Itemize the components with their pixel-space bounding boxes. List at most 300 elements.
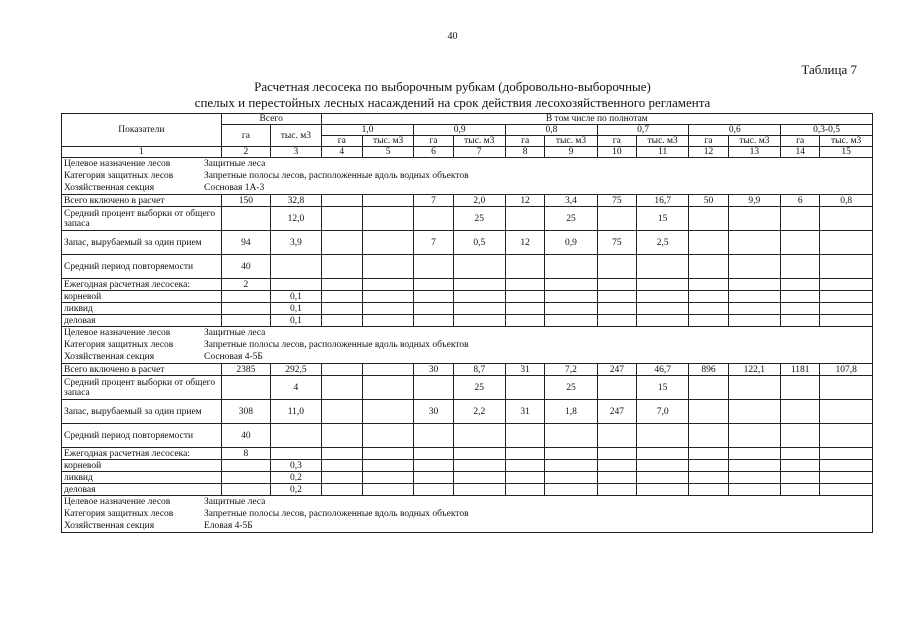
table-cell	[820, 460, 873, 472]
table-cell	[321, 279, 362, 291]
header-m3: тыс. м3	[636, 136, 689, 147]
info-line	[64, 170, 870, 182]
table-cell	[689, 279, 728, 291]
table-cell: 122,1	[728, 364, 781, 376]
table-cell	[728, 315, 781, 327]
info-value: Защитные леса	[204, 159, 266, 169]
header-density: 0,8	[506, 125, 598, 136]
table-cell	[321, 424, 362, 448]
table-cell	[597, 303, 636, 315]
table-cell	[414, 255, 453, 279]
table-cell	[414, 291, 453, 303]
table-cell	[636, 279, 689, 291]
column-number: 15	[820, 147, 873, 158]
table-cell	[506, 424, 545, 448]
table-cell	[689, 207, 728, 231]
table-cell	[689, 448, 728, 460]
table-cell	[271, 255, 322, 279]
table-label: Таблица 7	[801, 62, 857, 77]
table-cell: 12	[506, 195, 545, 207]
table-cell	[545, 303, 598, 315]
info-value: Сосновая 1А-3	[204, 183, 265, 193]
table-cell	[781, 291, 820, 303]
table-row	[62, 207, 873, 231]
row-label: Средний процент выборки от общего запаса	[62, 376, 222, 400]
table-cell	[820, 376, 873, 400]
table-cell	[453, 315, 506, 327]
info-value: Запретные полосы лесов, расположенные вдоль водных объектов	[204, 171, 469, 181]
table-cell: 0,1	[271, 291, 322, 303]
table-cell	[728, 400, 781, 424]
table-cell: 0,3	[271, 460, 322, 472]
table-cell: 2	[221, 279, 270, 291]
row-label: деловая	[62, 484, 222, 496]
info-value: Защитные леса	[204, 497, 266, 507]
header-indicators: Показатели	[62, 114, 222, 147]
table-cell: 7	[414, 195, 453, 207]
table-cell	[362, 424, 414, 448]
table-cell	[362, 448, 414, 460]
table-row	[62, 364, 873, 376]
header-ga: га	[689, 136, 728, 147]
table-cell: 107,8	[820, 364, 873, 376]
section-info-row	[62, 327, 873, 364]
header-density: 0,6	[689, 125, 781, 136]
table-cell: 0,1	[271, 303, 322, 315]
table-cell	[414, 279, 453, 291]
header-density: 0,3-0,5	[781, 125, 873, 136]
table-row	[62, 460, 873, 472]
table-cell	[506, 279, 545, 291]
info-value: Запретные полосы лесов, расположенные вдоль водных объектов	[204, 509, 469, 519]
table-cell	[221, 376, 270, 400]
table-cell	[271, 448, 322, 460]
table-cell: 25	[453, 207, 506, 231]
table-cell	[362, 207, 414, 231]
table-row	[62, 255, 873, 279]
table-cell: 3,4	[545, 195, 598, 207]
table-cell	[321, 364, 362, 376]
table-cell	[781, 484, 820, 496]
table-cell	[414, 448, 453, 460]
table-cell	[321, 460, 362, 472]
info-key: Целевое назначение лесов	[64, 328, 171, 338]
table-cell: 32,8	[271, 195, 322, 207]
table-cell	[689, 376, 728, 400]
table-cell	[545, 448, 598, 460]
row-label: ликвид	[62, 303, 222, 315]
column-number: 5	[362, 147, 414, 158]
table-cell: 0,2	[271, 484, 322, 496]
table-cell	[728, 279, 781, 291]
column-number: 6	[414, 147, 453, 158]
table-cell	[506, 303, 545, 315]
table-cell	[414, 303, 453, 315]
info-key: Хозяйственная секция	[64, 183, 155, 193]
table-row	[62, 448, 873, 460]
table-cell: 40	[221, 255, 270, 279]
table-cell	[545, 484, 598, 496]
table-cell: 2,5	[636, 231, 689, 255]
column-number: 10	[597, 147, 636, 158]
table-row	[62, 424, 873, 448]
table-cell	[781, 460, 820, 472]
table-cell	[221, 315, 270, 327]
row-label: Ежегодная расчетная лесосека:	[62, 279, 222, 291]
info-key: Категория защитных лесов	[64, 340, 174, 350]
table-cell	[545, 279, 598, 291]
info-line	[64, 339, 870, 351]
table-cell	[820, 448, 873, 460]
table-cell	[414, 424, 453, 448]
table-cell	[636, 460, 689, 472]
table-cell	[506, 460, 545, 472]
table-body	[62, 158, 873, 533]
table-cell: 30	[414, 364, 453, 376]
table-cell	[728, 291, 781, 303]
table-cell	[321, 400, 362, 424]
info-key: Категория защитных лесов	[64, 509, 174, 519]
table-cell	[321, 255, 362, 279]
column-number: 14	[781, 147, 820, 158]
row-label: Всего включено в расчет	[62, 195, 222, 207]
table-cell	[414, 472, 453, 484]
table-cell	[781, 376, 820, 400]
info-value: Защитные леса	[204, 328, 266, 338]
table-cell	[362, 460, 414, 472]
table-cell	[221, 207, 270, 231]
column-number: 4	[321, 147, 362, 158]
row-label: деловая	[62, 315, 222, 327]
table-cell	[362, 364, 414, 376]
header-m3: тыс. м3	[820, 136, 873, 147]
table-cell	[453, 424, 506, 448]
header-m3: тыс. м3	[453, 136, 506, 147]
table-cell	[545, 472, 598, 484]
row-label: корневой	[62, 291, 222, 303]
table-cell: 896	[689, 364, 728, 376]
table-cell	[820, 400, 873, 424]
info-value: Еловая 4-5Б	[204, 521, 253, 531]
table-cell	[221, 291, 270, 303]
table-cell: 0,5	[453, 231, 506, 255]
table-cell	[636, 424, 689, 448]
column-number: 1	[62, 147, 222, 158]
info-line	[64, 327, 870, 339]
table-cell	[362, 195, 414, 207]
header-density: 0,7	[597, 125, 689, 136]
table-row	[62, 315, 873, 327]
column-number: 12	[689, 147, 728, 158]
table-cell: 0,9	[545, 231, 598, 255]
table-cell	[414, 460, 453, 472]
info-line	[64, 496, 870, 508]
header-total: Всего	[221, 114, 321, 125]
header-ga: га	[506, 136, 545, 147]
table-title-line-2: спелых и перестойных лесных насаждений на срок действия лесохозяйственного регламента	[194, 95, 711, 110]
table-cell: 6	[781, 195, 820, 207]
table-row	[62, 376, 873, 400]
table-row	[62, 279, 873, 291]
page-number: 40	[447, 31, 458, 42]
table-cell: 7,0	[636, 400, 689, 424]
table-cell	[597, 484, 636, 496]
table-cell	[820, 207, 873, 231]
table-cell	[545, 315, 598, 327]
forest-cutting-table	[61, 113, 873, 533]
table-cell	[362, 376, 414, 400]
table-cell	[453, 448, 506, 460]
table-cell	[636, 472, 689, 484]
table-cell	[781, 315, 820, 327]
header-ga: га	[597, 136, 636, 147]
table-cell	[414, 315, 453, 327]
table-cell	[689, 424, 728, 448]
table-cell: 2,0	[453, 195, 506, 207]
table-cell	[689, 231, 728, 255]
table-cell	[506, 376, 545, 400]
table-cell: 292,5	[271, 364, 322, 376]
header-m3: тыс. м3	[545, 136, 598, 147]
row-label: корневой	[62, 460, 222, 472]
table-cell	[636, 484, 689, 496]
table-cell	[636, 291, 689, 303]
table-cell	[728, 231, 781, 255]
table-cell: 1181	[781, 364, 820, 376]
table-cell: 0,2	[271, 472, 322, 484]
info-value: Запретные полосы лесов, расположенные вдоль водных объектов	[204, 340, 469, 350]
table-cell	[597, 460, 636, 472]
table-cell: 50	[689, 195, 728, 207]
table-cell	[689, 255, 728, 279]
table-row	[62, 291, 873, 303]
table-cell: 8,7	[453, 364, 506, 376]
table-cell	[728, 424, 781, 448]
info-key: Целевое назначение лесов	[64, 159, 171, 169]
table-cell	[414, 207, 453, 231]
table-cell	[728, 484, 781, 496]
column-number: 2	[221, 147, 270, 158]
table-cell	[597, 255, 636, 279]
table-cell	[453, 255, 506, 279]
table-cell	[781, 231, 820, 255]
table-cell	[545, 255, 598, 279]
table-cell	[362, 400, 414, 424]
table-cell	[689, 472, 728, 484]
table-cell	[545, 460, 598, 472]
table-cell: 31	[506, 400, 545, 424]
table-cell: 75	[597, 231, 636, 255]
table-cell: 31	[506, 364, 545, 376]
table-cell	[271, 279, 322, 291]
table-cell	[820, 255, 873, 279]
table-cell	[506, 291, 545, 303]
table-cell	[820, 484, 873, 496]
info-key: Хозяйственная секция	[64, 521, 155, 531]
table-cell	[820, 315, 873, 327]
table-cell	[453, 472, 506, 484]
info-line	[64, 520, 870, 532]
table-cell	[781, 279, 820, 291]
info-key: Категория защитных лесов	[64, 171, 174, 181]
section-info-row	[62, 158, 873, 195]
table-cell	[221, 303, 270, 315]
table-cell	[636, 315, 689, 327]
header-m3: тыс. м3	[362, 136, 414, 147]
table-cell	[597, 424, 636, 448]
info-key: Целевое назначение лесов	[64, 497, 171, 507]
table-cell	[506, 472, 545, 484]
row-label: Средний период повторяемости	[62, 424, 222, 448]
table-title-line-1: Расчетная лесосека по выборочным рубкам (добровольно-выборочные)	[254, 79, 651, 94]
table-cell	[597, 448, 636, 460]
table-cell	[545, 291, 598, 303]
table-cell	[597, 279, 636, 291]
table-cell: 150	[221, 195, 270, 207]
table-cell: 25	[453, 376, 506, 400]
table-cell: 308	[221, 400, 270, 424]
table-cell	[362, 303, 414, 315]
table-cell	[506, 448, 545, 460]
table-cell: 15	[636, 207, 689, 231]
table-cell: 46,7	[636, 364, 689, 376]
table-cell	[781, 400, 820, 424]
table-row	[62, 484, 873, 496]
table-row	[62, 303, 873, 315]
table-cell	[321, 207, 362, 231]
column-number: 13	[728, 147, 781, 158]
table-cell	[362, 472, 414, 484]
table-cell	[781, 255, 820, 279]
table-cell	[321, 231, 362, 255]
table-cell	[545, 424, 598, 448]
table-cell	[362, 279, 414, 291]
table-cell	[597, 291, 636, 303]
table-cell	[221, 472, 270, 484]
table-cell	[321, 303, 362, 315]
table-cell: 2385	[221, 364, 270, 376]
table-cell	[453, 460, 506, 472]
table-cell	[414, 376, 453, 400]
table-cell	[321, 291, 362, 303]
table-cell: 2,2	[453, 400, 506, 424]
info-line	[64, 158, 870, 170]
header-ga: га	[781, 136, 820, 147]
info-line	[64, 351, 870, 363]
table-row	[62, 231, 873, 255]
table-cell	[781, 424, 820, 448]
info-line	[64, 508, 870, 520]
table-cell	[221, 460, 270, 472]
table-cell	[321, 315, 362, 327]
table-cell	[321, 376, 362, 400]
table-cell	[453, 279, 506, 291]
table-cell	[728, 303, 781, 315]
section-info	[62, 496, 873, 533]
column-number: 9	[545, 147, 598, 158]
info-key: Хозяйственная секция	[64, 352, 155, 362]
table-cell	[781, 448, 820, 460]
table-header	[62, 114, 873, 158]
table-row	[62, 472, 873, 484]
header-m3: тыс. м3	[728, 136, 781, 147]
table-cell	[321, 484, 362, 496]
table-cell	[453, 303, 506, 315]
table-cell	[781, 303, 820, 315]
row-label: Средний период повторяемости	[62, 255, 222, 279]
table-cell: 25	[545, 207, 598, 231]
column-number: 3	[271, 147, 322, 158]
table-cell: 8	[221, 448, 270, 460]
table-cell	[689, 484, 728, 496]
header-total-ga: га	[221, 125, 270, 147]
table-cell	[728, 472, 781, 484]
table-cell	[636, 303, 689, 315]
table-cell: 12,0	[271, 207, 322, 231]
header-including: В том числе по полнотам	[321, 114, 872, 125]
table-cell	[597, 207, 636, 231]
row-label: Ежегодная расчетная лесосека:	[62, 448, 222, 460]
info-line	[64, 182, 870, 194]
table-cell	[820, 291, 873, 303]
table-cell	[820, 424, 873, 448]
table-cell	[597, 472, 636, 484]
column-number: 8	[506, 147, 545, 158]
info-value: Сосновая 4-5Б	[204, 352, 263, 362]
header-density: 1,0	[321, 125, 414, 136]
table-cell	[597, 315, 636, 327]
table-cell	[362, 315, 414, 327]
table-cell	[362, 291, 414, 303]
table-cell: 0,8	[820, 195, 873, 207]
table-cell: 16,7	[636, 195, 689, 207]
table-cell	[221, 484, 270, 496]
table-cell: 0,1	[271, 315, 322, 327]
table-cell	[728, 255, 781, 279]
table-cell	[636, 448, 689, 460]
section-info	[62, 327, 873, 364]
table-cell	[689, 315, 728, 327]
table-cell	[728, 460, 781, 472]
table-cell	[506, 255, 545, 279]
table-cell	[271, 424, 322, 448]
table-cell	[321, 195, 362, 207]
table-cell: 15	[636, 376, 689, 400]
table-cell	[781, 472, 820, 484]
table-cell: 247	[597, 364, 636, 376]
header-ga: га	[414, 136, 453, 147]
table-cell	[728, 376, 781, 400]
header-total-m3: тыс. м3	[271, 125, 322, 147]
table-cell: 9,9	[728, 195, 781, 207]
section-info	[62, 158, 873, 195]
table-cell: 7,2	[545, 364, 598, 376]
table-cell: 3,9	[271, 231, 322, 255]
table-cell	[362, 255, 414, 279]
row-label: ликвид	[62, 472, 222, 484]
table-cell	[820, 279, 873, 291]
table-cell	[506, 484, 545, 496]
table-cell	[689, 303, 728, 315]
row-label: Средний процент выборки от общего запаса	[62, 207, 222, 231]
table-cell: 4	[271, 376, 322, 400]
table-row	[62, 400, 873, 424]
table-cell	[781, 207, 820, 231]
table-cell	[728, 207, 781, 231]
table-cell: 1,8	[545, 400, 598, 424]
column-numbers-row	[62, 147, 873, 158]
table-cell: 11,0	[271, 400, 322, 424]
